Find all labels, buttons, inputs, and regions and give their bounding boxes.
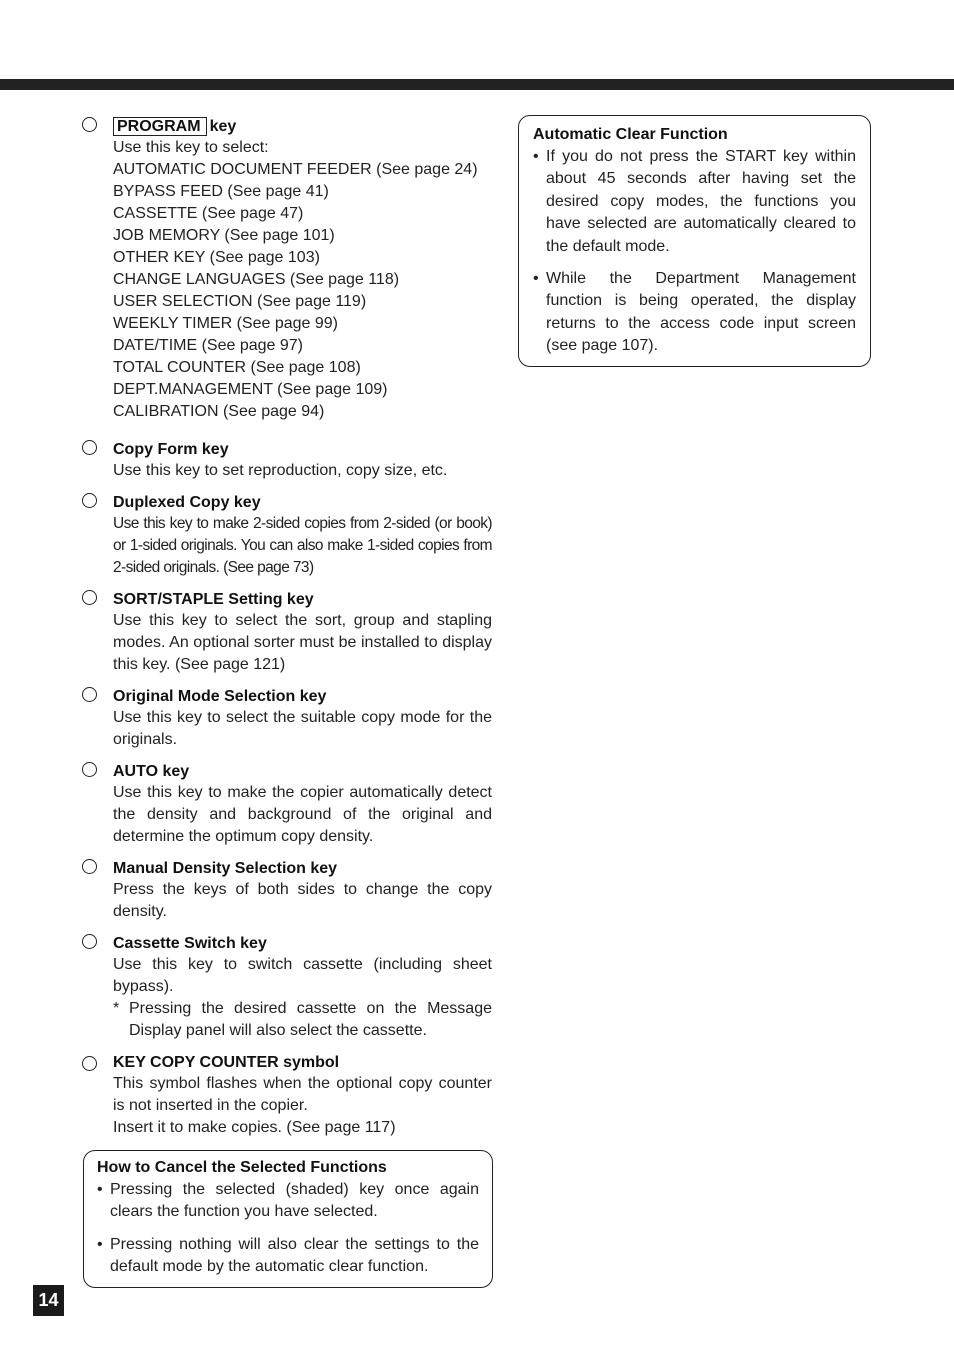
circle-icon	[82, 117, 97, 132]
entry-title: Manual Density Selection key	[113, 860, 338, 877]
note-text: Pressing the desired cassette on the Message Display panel will also select the cassette.	[129, 1000, 492, 1039]
program-key-label: PROGRAM	[113, 117, 207, 136]
program-line: TOTAL COUNTER (See page 108)	[113, 359, 361, 376]
entry-description: This symbol flashes when the optional copy counter is not inserted in the copier.	[113, 1075, 492, 1114]
entry-description: Use this key to set reproduction, copy size, etc.	[113, 462, 448, 479]
bullet-text: If you do not press the START key within about 45 seconds after having set the desired copy modes, the functions you have selected are automatically cleared to the default mode.	[546, 148, 856, 255]
box-title: Automatic Clear Function	[533, 126, 728, 143]
entry-description: Use this key to select the sort, group and stapling modes. An optional sorter must be installed to display this key. (See page 121)	[113, 612, 492, 673]
bullet-icon: •	[533, 270, 539, 288]
cassette-switch-key-entry	[82, 933, 492, 1042]
program-line: JOB MEMORY (See page 101)	[113, 227, 335, 244]
program-line: Use this key to select:	[113, 139, 269, 156]
program-line: BYPASS FEED (See page 41)	[113, 183, 329, 200]
entry-title: AUTO key	[113, 763, 190, 780]
bullet-icon: •	[97, 1181, 103, 1198]
auto-key-entry	[82, 761, 492, 848]
asterisk-mark: *	[113, 1000, 120, 1017]
circle-icon	[82, 493, 97, 508]
circle-icon	[82, 590, 97, 605]
duplexed-copy-key-entry	[82, 492, 492, 579]
bullet-text: Pressing the selected (shaded) key once again clears the function you have selected.	[110, 1181, 479, 1221]
entry-title: KEY COPY COUNTER symbol	[113, 1054, 340, 1071]
entry-description: Use this key to select the suitable copy mode for the originals.	[113, 709, 492, 748]
manual-density-key-entry	[82, 858, 492, 923]
entry-description-extra: Insert it to make copies. (See page 117)	[113, 1119, 396, 1136]
circle-icon	[82, 440, 97, 455]
copy-form-key-entry	[82, 439, 492, 482]
entry-note	[113, 998, 492, 1042]
box-title: How to Cancel the Selected Functions	[97, 1159, 387, 1176]
bullet-icon: •	[97, 1235, 103, 1253]
bullet-item	[533, 268, 856, 358]
bullet-text: Pressing nothing will also clear the settings to the default mode by the automatic clear function.	[110, 1235, 479, 1276]
program-line: OTHER KEY (See page 103)	[113, 249, 320, 266]
program-line: CASSETTE (See page 47)	[113, 205, 304, 222]
sort-staple-key-entry	[82, 589, 492, 676]
program-line: AUTOMATIC DOCUMENT FEEDER (See page 24)	[113, 161, 478, 178]
entry-description: Press the keys of both sides to change the copy density.	[113, 881, 492, 920]
circle-icon	[82, 687, 97, 702]
circle-icon	[82, 762, 97, 777]
program-line: CHANGE LANGUAGES (See page 118)	[113, 271, 400, 288]
entry-title-suffix: key	[209, 118, 237, 135]
cancel-functions-box	[83, 1150, 493, 1288]
bullet-icon: •	[533, 148, 539, 165]
entry-title	[113, 116, 492, 137]
program-line: WEEKLY TIMER (See page 99)	[113, 315, 338, 332]
circle-icon	[82, 934, 97, 949]
entry-description: Use this key to make the copier automatically detect the density and background of the original and determine the optimum copy density.	[113, 784, 492, 845]
entry-description: Use this key to make 2-sided copies from 2-sided (or book) or 1-sided originals. You can also make 1-sided copies from 2-sided originals. (See page 73)	[113, 515, 492, 576]
circle-icon	[82, 1056, 97, 1071]
header-rule	[0, 79, 954, 90]
bullet-item	[97, 1179, 479, 1224]
bullet-text: While the Department Management function is being operated, the display returns to the access code input screen (see page 107).	[546, 270, 856, 355]
circle-icon	[82, 859, 97, 874]
program-line: DATE/TIME (See page 97)	[113, 337, 303, 354]
page-number: 14	[33, 1285, 64, 1316]
entry-title: Copy Form key	[113, 441, 229, 458]
bullet-item	[97, 1234, 479, 1279]
entry-description: Use this key to switch cassette (including sheet bypass).	[113, 956, 492, 995]
program-line: CALIBRATION (See page 94)	[113, 403, 325, 420]
entry-title: Original Mode Selection key	[113, 688, 327, 705]
entry-title: SORT/STAPLE Setting key	[113, 591, 314, 608]
program-line: DEPT.MANAGEMENT (See page 109)	[113, 381, 388, 398]
entry-title: Cassette Switch key	[113, 935, 267, 952]
bullet-item	[533, 146, 856, 258]
key-descriptions	[82, 116, 492, 1149]
program-line: USER SELECTION (See page 119)	[113, 293, 367, 310]
original-mode-key-entry	[82, 686, 492, 751]
program-key-entry	[82, 116, 492, 423]
automatic-clear-box	[518, 115, 871, 367]
entry-title: Duplexed Copy key	[113, 494, 261, 511]
key-copy-counter-entry	[82, 1052, 492, 1139]
